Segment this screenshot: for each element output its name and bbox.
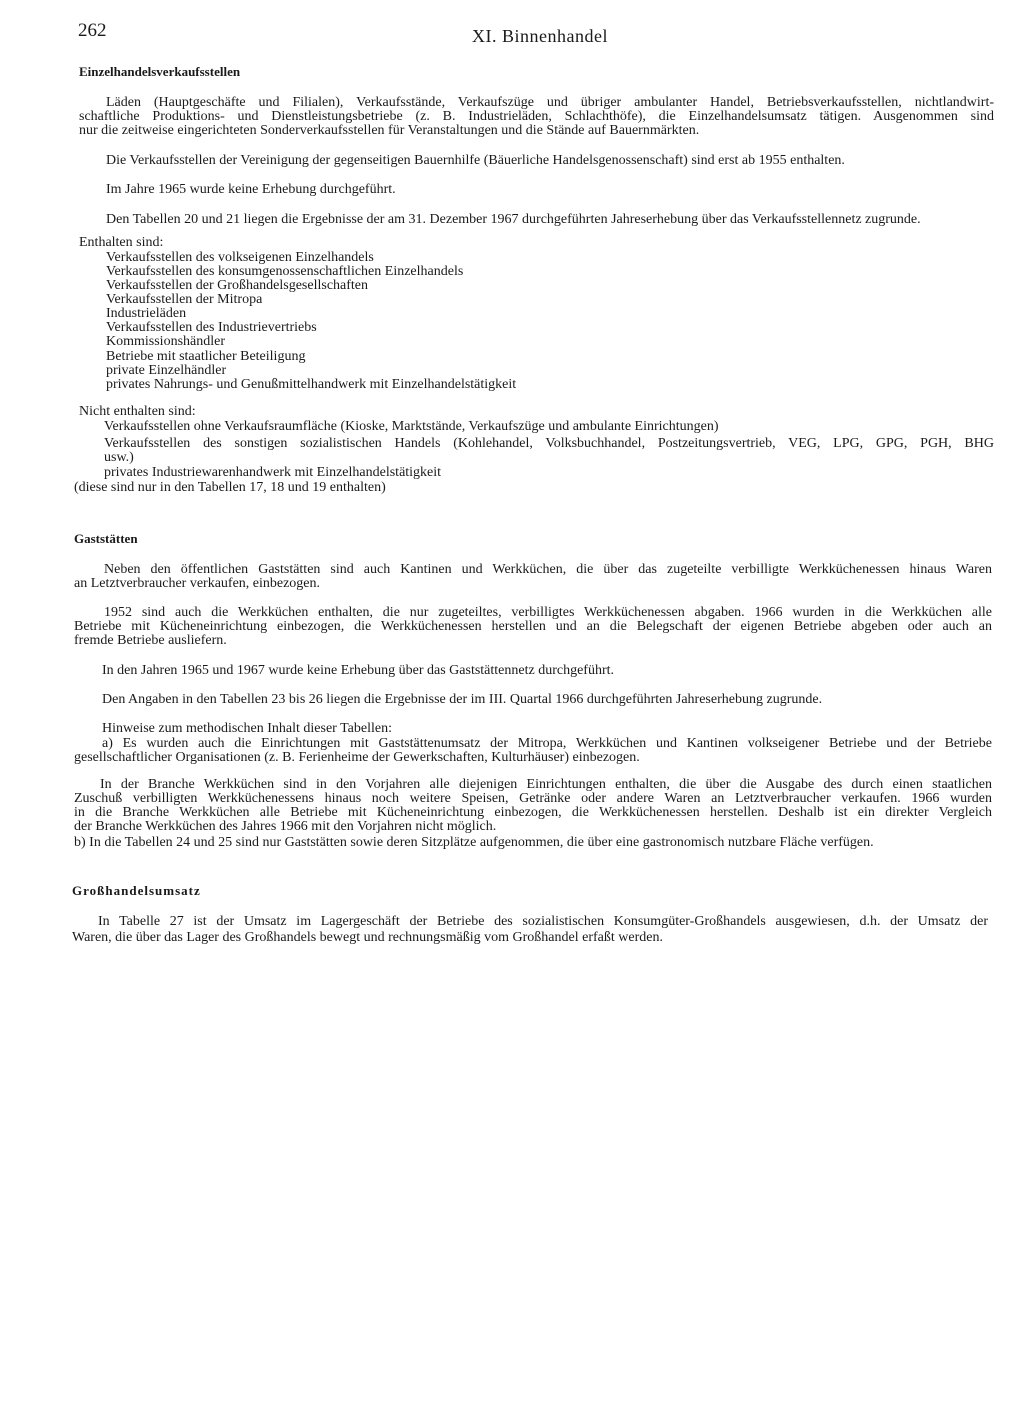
paragraph: Den Angaben in den Tabellen 23 bis 26 liegen die Ergebnisse der im III. Quartal 1966 durchgeführten Jahreserhebung zugrunde. [102,692,823,707]
list-item: Verkaufsstellen ohne Verkaufsraumfläche (Kioske, Marktstände, Verkaufszüge und ambulante Einrichtungen) [104,419,719,434]
paragraph-line: in die Branche Werkküchen alle Betriebe mit Kücheneinrichtung einbezogen, die Werkküchenessen herstellen. Deshalb ist ein direkter Vergleich [74,805,992,820]
included-label: Enthalten sind: [79,235,164,250]
paragraph-line: Hinweise zum methodischen Inhalt dieser Tabellen: [102,721,392,736]
paragraph: Im Jahre 1965 wurde keine Erhebung durchgeführt. [106,182,396,197]
list-item: Industrieläden [106,306,187,321]
list-item: Verkaufsstellen des sonstigen sozialistischen Handels (Kohlehandel, Volksbuchhandel, Postzeitungsvertrieb, VEG, LPG, GPG, PGH, BHG [104,436,994,451]
list-item: privates Nahrungs- und Genußmittelhandwerk mit Einzelhandelstätigkeit [106,377,517,392]
list-item: usw.) [104,450,134,465]
paragraph: In den Jahren 1965 und 1967 wurde keine Erhebung über das Gaststättennetz durchgeführt. [102,663,615,678]
section-heading-einzelhandel: Einzelhandelsverkaufsstellen [79,64,241,79]
paragraph-line: Waren, die über das Lager des Großhandels bewegt und rechnungsmäßig vom Großhandel erfaßt werden. [72,930,663,945]
paragraph-line: fremde Betriebe ausliefern. [74,633,227,648]
paragraph-line: In Tabelle 27 ist der Umsatz im Lagergeschäft der Betriebe des sozialistischen Konsumgüter-Großhandels ausgewiesen, d.h. der Umsatz der [98,914,988,929]
paragraph-line: Neben den öffentlichen Gaststätten sind auch Kantinen und Werkküchen, die über das zugeteilte verbilligte Werkküchenessen hinaus Waren [104,562,992,577]
paragraph-line: b) In die Tabellen 24 und 25 sind nur Gaststätten sowie deren Sitzplätze aufgenommen, die über eine gastronomisch nutzbare Fläche verfügen. [74,835,874,850]
page-number: 262 [78,20,107,41]
list-item: Betriebe mit staatlicher Beteiligung [106,349,306,364]
list-item: Verkaufsstellen des volkseigenen Einzelhandels [106,250,374,265]
list-item: Verkaufsstellen des Industrievertriebs [106,320,317,335]
list-item: Verkaufsstellen der Großhandelsgesellschaften [106,278,369,293]
paragraph-line: Betriebe mit Kücheneinrichtung einbezogen, die Werkküchenessen herstellen und an die Belegschaft der eigenen Betriebe abgeben oder auch an [74,619,992,634]
paragraph-line: schaftliche Produktions- und Dienstleistungsbetriebe (z. B. Industrieläden, Schlachthöfe), die Einzelhandelsumsatz tätigen. Ausgenommen sind [79,109,994,124]
list-item: Verkaufsstellen der Mitropa [106,292,263,307]
paragraph-line: In der Branche Werkküchen sind in den Vorjahren alle diejenigen Einrichtungen enthalten, die über die Ausgabe des durch einen staatlichen [100,777,992,792]
paragraph: Die Verkaufsstellen der Vereinigung der gegenseitigen Bauernhilfe (Bäuerliche Handelsgenossenschaft) sind erst ab 1955 enthalten. [106,153,845,168]
paragraph-line: a) Es wurden auch die Einrichtungen mit Gaststättenumsatz der Mitropa, Werkküchen und Kantinen volkseigener Betriebe und der Betriebe [102,736,992,751]
running-head: XI. Binnenhandel [472,26,608,46]
excluded-label: Nicht enthalten sind: [79,404,196,419]
list-item: Verkaufsstellen des konsumgenossenschaftlichen Einzelhandels [106,264,464,279]
note: (diese sind nur in den Tabellen 17, 18 und 19 enthalten) [74,480,386,495]
paragraph-line: der Branche Werkküchen des Jahres 1966 mit den Vorjahren nicht möglich. [74,819,497,834]
paragraph-line: 1952 sind auch die Werkküchen enthalten, die nur zugeteiltes, verbilligtes Werkküchenessen abgaben. 1966 wurden in die Werkküchen alle [104,605,992,620]
paragraph-line: Zuschuß verbilligten Werkküchenessens hinaus noch weitere Speisen, Getränke oder andere Waren an Letztverbraucher verkaufen. 1966 wurden [74,791,992,806]
list-item: Kommissionshändler [106,334,225,349]
paragraph-line: Läden (Hauptgeschäfte und Filialen), Verkaufsstände, Verkaufszüge und übriger ambulanter Handel, Betriebsverkaufsstellen, nichtlandwirt- [106,95,994,110]
paragraph-line: nur die zeitweise eingerichteten Sonderverkaufsstellen für Veranstaltungen und die Stände auf Bauernmärkten. [79,123,700,138]
paragraph: Den Tabellen 20 und 21 liegen die Ergebnisse der am 31. Dezember 1967 durchgeführten Jahreserhebung über das Verkaufsstellennetz zugrunde. [106,212,921,227]
section-heading-grosshandel: Großhandelsumsatz [72,883,201,898]
list-item: privates Industriewarenhandwerk mit Einzelhandelstätigkeit [104,465,442,480]
list-item: private Einzelhändler [106,363,227,378]
paragraph-line: an Letztverbraucher verkaufen, einbezogen. [74,576,321,591]
paragraph-line: gesellschaftlicher Organisationen (z. B. Ferienheime der Gewerkschaften, Kulturhäuser) einbezogen. [74,750,640,765]
section-heading-gaststaetten: Gaststätten [74,531,138,546]
